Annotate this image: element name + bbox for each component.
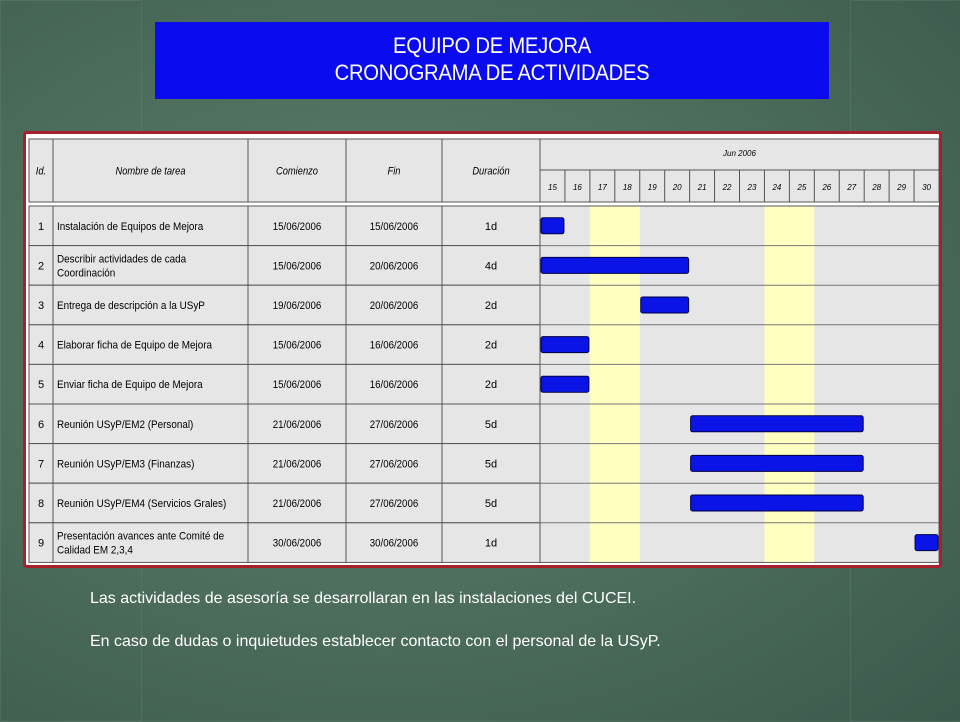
header-day-label: 28 <box>872 183 882 192</box>
title-line-1: EQUIPO DE MEJORA <box>392 33 592 58</box>
row-id: 3 <box>37 300 45 312</box>
row-task-name: Presentación avances ante Comité de <box>57 531 225 543</box>
header-day-label: 20 <box>672 183 682 192</box>
header-day-label: 27 <box>847 183 857 192</box>
row-end-date: 27/06/2006 <box>369 419 419 431</box>
row-duration: 1d <box>484 220 498 233</box>
row-task-name: Reunión USyP/EM3 (Finanzas) <box>57 458 195 471</box>
row-id: 9 <box>37 537 45 550</box>
row-start-date: 19/06/2006 <box>272 300 322 313</box>
gantt-bar <box>541 376 589 392</box>
row-duration: 2d <box>484 379 498 392</box>
title-line-2: CRONOGRAMA DE ACTIVIDADES <box>334 60 650 85</box>
gantt-bar <box>691 495 864 511</box>
header-day-label: 15 <box>548 183 557 192</box>
row-task-name: Enviar ficha de Equipo de Mejora <box>57 379 203 392</box>
row-id: 6 <box>37 418 45 431</box>
gantt-bar <box>541 337 589 353</box>
gantt-bar <box>691 416 864 432</box>
row-task-name: Calidad EM 2,3,4 <box>57 545 133 557</box>
row-id: 8 <box>37 498 45 510</box>
header-duration-label: Duración <box>472 165 510 178</box>
header-day-label: 21 <box>697 183 707 192</box>
row-duration: 4d <box>484 260 498 273</box>
gantt-bar <box>691 455 864 471</box>
header-name-label: Nombre de tarea <box>115 165 186 178</box>
row-id: 4 <box>37 339 45 352</box>
row-task-name: Coordinación <box>57 267 116 280</box>
row-start-date: 30/06/2006 <box>272 538 322 550</box>
gantt-bar <box>641 297 689 313</box>
header-day-label: 30 <box>922 183 931 192</box>
header-end-label: Fin <box>387 165 401 178</box>
gantt-table-frame <box>23 131 942 568</box>
header-day-label: 22 <box>722 183 732 192</box>
row-task-name: Reunión USyP/EM4 (Servicios Grales) <box>57 498 227 511</box>
row-id: 7 <box>37 458 45 471</box>
row-end-date: 20/06/2006 <box>369 300 419 313</box>
row-task-name: Describir actividades de cada <box>57 253 187 266</box>
header-month-label: Jun 2006 <box>723 149 756 158</box>
row-duration: 2d <box>484 339 498 352</box>
row-start-date: 15/06/2006 <box>272 221 322 233</box>
row-id: 2 <box>37 260 45 273</box>
note-line-1: Las actividades de asesoría se desarrollaran en las instalaciones del CUCEI. <box>90 590 637 607</box>
title-banner <box>155 22 829 99</box>
header-day-label: 24 <box>772 183 782 192</box>
header-day-label: 29 <box>897 183 907 192</box>
row-start-date: 21/06/2006 <box>272 498 322 511</box>
row-duration: 5d <box>484 498 498 510</box>
row-duration: 5d <box>484 418 498 431</box>
row-start-date: 15/06/2006 <box>272 379 322 392</box>
header-day-label: 17 <box>597 183 607 192</box>
header-day-label: 16 <box>572 183 582 192</box>
row-task-name: Instalación de Equipos de Mejora <box>57 221 204 233</box>
header-day-label: 25 <box>797 183 807 192</box>
note-line-2: En caso de dudas o inquietudes establecer contacto con el personal de la USyP. <box>90 633 661 650</box>
row-task-name: Reunión USyP/EM2 (Personal) <box>57 419 194 431</box>
row-id: 5 <box>37 379 45 392</box>
row-id: 1 <box>37 220 45 233</box>
header-day-label: 19 <box>647 183 657 192</box>
row-end-date: 30/06/2006 <box>369 538 419 550</box>
row-end-date: 16/06/2006 <box>369 379 419 392</box>
gantt-bar <box>541 257 689 273</box>
row-duration: 1d <box>484 537 498 550</box>
header-day-label: 18 <box>622 183 632 192</box>
header-start-label: Comienzo <box>275 165 319 178</box>
row-task-name: Elaborar ficha de Equipo de Mejora <box>57 340 213 352</box>
gantt-bar <box>915 535 938 551</box>
row-duration: 5d <box>484 458 498 471</box>
row-start-date: 15/06/2006 <box>272 340 322 352</box>
header-day-label: 26 <box>822 183 832 192</box>
row-start-date: 15/06/2006 <box>272 260 322 273</box>
gantt-bar <box>541 218 564 234</box>
row-end-date: 16/06/2006 <box>369 340 419 352</box>
row-start-date: 21/06/2006 <box>272 458 322 471</box>
header-id-label: Id. <box>35 165 47 178</box>
row-end-date: 27/06/2006 <box>369 498 419 511</box>
row-task-name: Entrega de descripción a la USyP <box>57 300 205 313</box>
row-start-date: 21/06/2006 <box>272 419 322 431</box>
row-duration: 2d <box>484 300 498 312</box>
row-end-date: 15/06/2006 <box>369 221 419 233</box>
gantt-chart <box>26 134 939 565</box>
header-day-label: 23 <box>747 183 757 192</box>
row-end-date: 20/06/2006 <box>369 260 419 273</box>
row-end-date: 27/06/2006 <box>369 458 419 471</box>
